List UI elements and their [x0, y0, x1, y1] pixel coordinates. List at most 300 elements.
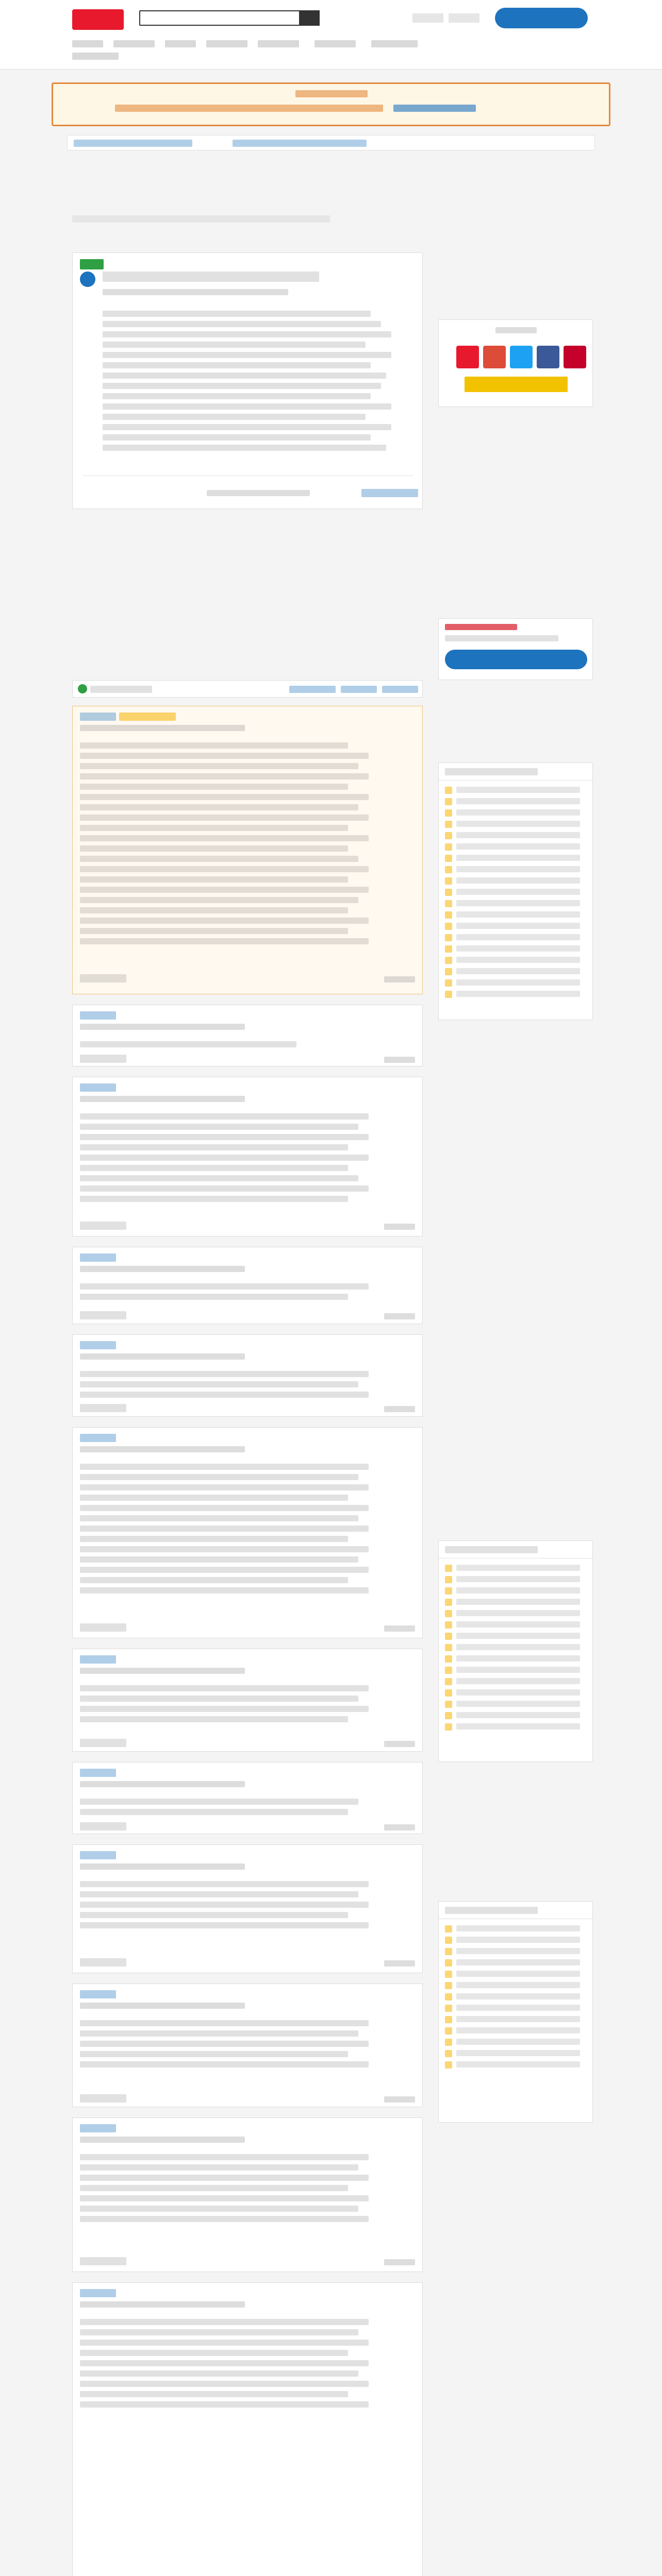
answer-line	[80, 1175, 358, 1181]
answer-line	[80, 835, 369, 841]
login-button[interactable]	[465, 377, 568, 392]
question-title	[103, 272, 319, 282]
rank-number	[445, 2039, 452, 2046]
rank-number	[445, 787, 452, 794]
answer-line	[80, 1505, 369, 1511]
question-body-line	[103, 383, 381, 389]
rank-text	[456, 1655, 580, 1662]
answer-line	[80, 845, 348, 852]
answer-line	[80, 1685, 369, 1691]
ranking-row[interactable]	[445, 1599, 587, 1606]
rank-text	[456, 979, 580, 986]
ranking-row[interactable]	[445, 1948, 587, 1955]
ranking-row[interactable]	[445, 1667, 587, 1674]
answer-line	[80, 2051, 348, 2057]
answer-line	[80, 1515, 358, 1521]
rank-text	[456, 889, 580, 895]
answer-number	[80, 1434, 116, 1442]
rank-text	[456, 798, 580, 804]
good-button[interactable]	[80, 1623, 126, 1632]
rank-text	[456, 991, 580, 997]
promo-link[interactable]	[233, 140, 367, 147]
answer-line	[80, 2154, 369, 2160]
ranking-row[interactable]	[445, 1621, 587, 1629]
rank-text	[456, 1925, 580, 1931]
rank-number	[445, 911, 452, 919]
facebook-icon[interactable]	[537, 346, 559, 368]
answer-line	[80, 1484, 369, 1490]
answer-line	[80, 763, 358, 769]
ranking-title	[445, 768, 538, 775]
answer-line	[80, 2185, 348, 2191]
notice-banner	[52, 82, 610, 126]
ranking-row[interactable]	[445, 1723, 587, 1731]
rank-number	[445, 889, 452, 896]
answer-card	[72, 1334, 423, 1417]
ranking-row[interactable]	[445, 1701, 587, 1708]
rank-number	[445, 877, 452, 885]
answer-line	[80, 742, 348, 749]
rank-number	[445, 1667, 452, 1674]
nav-item[interactable]	[371, 40, 418, 47]
rank-text	[456, 1689, 580, 1696]
breadcrumb[interactable]	[72, 215, 330, 223]
question-meta	[103, 289, 288, 295]
answer-meta	[80, 1096, 245, 1102]
answer-meta	[80, 1863, 245, 1870]
ranking-row[interactable]	[445, 991, 587, 998]
answer-line	[80, 1696, 358, 1702]
answer-line	[80, 2370, 358, 2377]
rank-number	[445, 1993, 452, 2001]
rank-number	[445, 900, 452, 907]
report-link[interactable]	[384, 2096, 415, 2103]
answer-line	[80, 856, 358, 862]
answer-line	[80, 897, 358, 903]
ranking-row[interactable]	[445, 809, 587, 817]
rank-text	[456, 821, 580, 827]
rank-number	[445, 1599, 452, 1606]
rank-text	[456, 1678, 580, 1684]
answer-line	[80, 2401, 369, 2408]
ranking-row[interactable]	[445, 832, 587, 839]
rank-number	[445, 1655, 452, 1663]
logo[interactable]	[72, 9, 124, 30]
rank-number	[445, 2016, 452, 2023]
ranking-row[interactable]	[445, 2016, 587, 2023]
good-button[interactable]	[80, 974, 126, 982]
answer-card	[72, 1984, 423, 2107]
rank-number	[445, 1723, 452, 1731]
ranking-row[interactable]	[445, 968, 587, 975]
answer-line	[80, 1155, 369, 1161]
rank-number	[445, 1633, 452, 1640]
menu-link[interactable]	[449, 13, 479, 23]
rank-number	[445, 991, 452, 998]
answer-line	[80, 1144, 348, 1150]
answer-line	[80, 1294, 348, 1300]
rank-text	[456, 877, 580, 884]
answer-meta	[80, 2003, 245, 2009]
question-body-line	[103, 445, 386, 451]
report-link[interactable]	[384, 1741, 415, 1747]
rank-number	[445, 1925, 452, 1933]
recommend-button[interactable]	[445, 650, 587, 669]
rank-text	[456, 809, 580, 816]
answer-line	[80, 2350, 348, 2356]
rank-text	[456, 1576, 580, 1582]
answer-meta	[80, 1781, 245, 1787]
rank-number	[445, 1621, 452, 1629]
ranking-row[interactable]	[445, 1565, 587, 1572]
ranking-row[interactable]	[445, 1576, 587, 1583]
report-link[interactable]	[384, 1313, 415, 1319]
good-button[interactable]	[80, 2094, 126, 2103]
rank-number	[445, 1982, 452, 1989]
main-nav	[72, 36, 590, 62]
answer-meta	[80, 2301, 245, 2308]
ranking-row[interactable]	[445, 866, 587, 873]
answer-line	[80, 2360, 369, 2366]
rank-number	[445, 2027, 452, 2035]
search-input[interactable]	[139, 10, 304, 26]
answer-card	[72, 1247, 423, 1324]
ranking-row[interactable]	[445, 1937, 587, 1944]
answer-meta	[80, 1446, 245, 1452]
good-button[interactable]	[80, 1055, 126, 1063]
header	[0, 0, 662, 70]
rank-text	[456, 923, 580, 929]
question-body-line	[103, 362, 371, 368]
answer-number	[80, 1990, 116, 1998]
answer-line	[80, 2195, 369, 2201]
rank-text	[456, 832, 580, 838]
answer-line	[80, 2164, 358, 2171]
notice-text	[115, 105, 383, 112]
report-link[interactable]	[384, 1224, 415, 1230]
rank-number	[445, 1565, 452, 1572]
answer-card	[72, 1762, 423, 1834]
sort-link[interactable]	[341, 686, 377, 693]
ranking-row[interactable]	[445, 2027, 587, 2035]
rank-text	[456, 1959, 580, 1965]
rank-text	[456, 1621, 580, 1628]
answer-line	[80, 2381, 369, 2387]
ranking-row[interactable]	[445, 2005, 587, 2012]
ranking-row[interactable]	[445, 1689, 587, 1697]
answer-line	[80, 1556, 358, 1563]
rank-text	[456, 2005, 580, 2011]
rank-text	[456, 1937, 580, 1943]
good-button[interactable]	[80, 2257, 126, 2265]
answer-line	[80, 1495, 348, 1501]
ranking-row[interactable]	[445, 1712, 587, 1719]
answer-number	[80, 1769, 116, 1777]
ranking-row[interactable]	[445, 1610, 587, 1617]
answer-line	[80, 2391, 348, 2397]
ranking-row[interactable]	[445, 979, 587, 987]
answer-card	[72, 1005, 423, 1066]
answer-meta	[80, 725, 245, 731]
good-button[interactable]	[80, 1404, 126, 1412]
answer-line	[80, 907, 348, 913]
question-body-line	[103, 372, 386, 379]
answer-line	[80, 1134, 369, 1140]
answer-line	[80, 815, 369, 821]
ranking-row[interactable]	[445, 2061, 587, 2069]
answer-meta	[80, 1266, 245, 1272]
rank-text	[456, 2039, 580, 2045]
google-icon[interactable]	[483, 346, 506, 368]
ranking-row[interactable]	[445, 923, 587, 930]
nav-item[interactable]	[165, 40, 196, 47]
answer-line	[80, 1881, 369, 1887]
promo-bar	[67, 135, 595, 150]
rank-number	[445, 968, 452, 975]
rank-number	[445, 957, 452, 964]
promo-link[interactable]	[74, 140, 192, 147]
answer-number	[80, 713, 116, 721]
report-link[interactable]	[384, 1625, 415, 1632]
answer-line	[80, 794, 369, 800]
ranking-row[interactable]	[445, 1587, 587, 1595]
report-link[interactable]	[384, 1057, 415, 1063]
answer-line	[80, 773, 369, 779]
ranking-row[interactable]	[445, 1982, 587, 1989]
question-body-line	[103, 434, 371, 440]
answer-line	[80, 1464, 369, 1470]
twitter-icon[interactable]	[510, 346, 533, 368]
question-badge	[80, 259, 104, 269]
report-link[interactable]	[384, 976, 415, 982]
answer-line	[80, 804, 358, 810]
ranking-header	[439, 763, 592, 781]
ranking-row[interactable]	[445, 1993, 587, 2001]
rank-number	[445, 1937, 452, 1944]
ranking-row[interactable]	[445, 1633, 587, 1640]
ranking-row[interactable]	[445, 1678, 587, 1685]
ranking-row[interactable]	[445, 843, 587, 851]
rank-text	[456, 934, 580, 940]
rank-text	[456, 2016, 580, 2022]
nav-item[interactable]	[258, 40, 299, 47]
answer-line	[80, 1546, 369, 1552]
notice-title	[295, 90, 368, 97]
answer-line	[80, 1567, 369, 1573]
rank-number	[445, 1678, 452, 1685]
answer-line	[80, 928, 348, 934]
question-body-line	[103, 342, 366, 348]
rank-text	[456, 1701, 580, 1707]
answer-line	[80, 1124, 358, 1130]
ranking-row[interactable]	[445, 821, 587, 828]
ranking-row[interactable]	[445, 1971, 587, 1978]
rank-number	[445, 2005, 452, 2012]
rank-text	[456, 866, 580, 872]
question-body-line	[103, 331, 391, 337]
question-body-line	[103, 424, 391, 430]
ranking-title	[445, 1546, 538, 1553]
nav-item[interactable]	[72, 40, 103, 47]
recommend-text	[445, 635, 558, 641]
ranking-row[interactable]	[445, 798, 587, 805]
report-link[interactable]	[384, 2259, 415, 2265]
rank-text	[456, 911, 580, 918]
rank-number	[445, 1701, 452, 1708]
rank-text	[456, 855, 580, 861]
ranking-row[interactable]	[445, 855, 587, 862]
ranking-row[interactable]	[445, 1959, 587, 1967]
rank-text	[456, 2027, 580, 2033]
ranking-row[interactable]	[445, 877, 587, 885]
rank-number	[445, 866, 452, 873]
rank-text	[456, 1971, 580, 1977]
rank-number	[445, 809, 452, 817]
rank-text	[456, 1565, 580, 1571]
answer-line	[80, 1536, 348, 1542]
nav-item[interactable]	[206, 40, 247, 47]
docomo-icon[interactable]	[564, 346, 586, 368]
answer-number	[80, 2124, 116, 2132]
answer-number	[80, 2289, 116, 2297]
question-foot	[207, 490, 310, 496]
answer-meta	[80, 1353, 245, 1360]
ranking-row[interactable]	[445, 945, 587, 953]
rank-text	[456, 2061, 580, 2067]
rank-number	[445, 945, 452, 953]
answer-line	[80, 2061, 369, 2067]
report-link[interactable]	[384, 1824, 415, 1831]
answer-line	[80, 2030, 358, 2037]
answer-meta	[80, 1668, 245, 1674]
answer-line	[80, 2216, 369, 2222]
answer-line	[80, 1113, 369, 1120]
sidebar-monthly-ranking	[438, 1901, 593, 2123]
question-body-line	[103, 393, 371, 399]
rank-number	[445, 923, 452, 930]
rank-text	[456, 1599, 580, 1605]
answer-number	[80, 1341, 116, 1349]
yahoo-icon[interactable]	[456, 346, 479, 368]
report-link[interactable]	[384, 1406, 415, 1412]
rank-text	[456, 1712, 580, 1718]
answer-card	[72, 2117, 423, 2272]
rank-text	[456, 945, 580, 952]
rank-number	[445, 979, 452, 987]
rank-number	[445, 1712, 452, 1719]
good-button[interactable]	[80, 1822, 126, 1831]
answer-line	[80, 1371, 369, 1377]
nav-item[interactable]	[315, 40, 356, 47]
answer-line	[80, 1577, 348, 1583]
rank-text	[456, 1948, 580, 1954]
ranking-row[interactable]	[445, 1655, 587, 1663]
answer-line	[80, 887, 369, 893]
sort-link[interactable]	[382, 686, 418, 693]
answer-line	[80, 2329, 358, 2335]
answer-line	[80, 1922, 369, 1928]
answer-line	[80, 2020, 369, 2026]
question-body-line	[103, 414, 366, 420]
answer-number	[80, 1655, 116, 1664]
login-link[interactable]	[412, 13, 443, 23]
ranking-row[interactable]	[445, 1644, 587, 1651]
good-button[interactable]	[80, 1222, 126, 1230]
answer-line	[80, 938, 369, 944]
report-link[interactable]	[384, 1960, 415, 1967]
ad-placeholder	[438, 422, 593, 742]
good-button[interactable]	[80, 1958, 126, 1967]
ranking-row[interactable]	[445, 900, 587, 907]
ranking-row[interactable]	[445, 934, 587, 941]
answer-card	[72, 1649, 423, 1752]
rank-number	[445, 2050, 452, 2057]
sort-link[interactable]	[289, 686, 336, 693]
register-button[interactable]	[495, 8, 588, 28]
nav-item[interactable]	[113, 40, 155, 47]
ranking-row[interactable]	[445, 1925, 587, 1933]
sidebar-login	[438, 319, 593, 407]
answer-line	[80, 2340, 369, 2346]
rank-number	[445, 1948, 452, 1955]
answer-line	[80, 1283, 369, 1290]
ranking-row[interactable]	[445, 787, 587, 794]
nav-item[interactable]	[72, 53, 119, 60]
answer-line	[80, 1912, 348, 1918]
answer-number	[80, 1851, 116, 1859]
ranking-row[interactable]	[445, 957, 587, 964]
answer-number	[80, 1083, 116, 1092]
rank-text	[456, 1667, 580, 1673]
ranking-row[interactable]	[445, 911, 587, 919]
rank-number	[445, 821, 452, 828]
rank-text	[456, 1587, 580, 1594]
ranking-row[interactable]	[445, 2050, 587, 2057]
answer-line	[80, 753, 369, 759]
search-button[interactable]	[299, 10, 320, 26]
answers-title	[90, 686, 152, 693]
question-report-link[interactable]	[361, 489, 418, 497]
ranking-header	[439, 1541, 592, 1558]
answers-header	[72, 680, 423, 698]
recommend-card	[438, 618, 593, 680]
rank-text	[456, 957, 580, 963]
answer-line	[80, 2206, 358, 2212]
answer-card	[72, 1427, 423, 1638]
answer-line	[80, 918, 369, 924]
good-button[interactable]	[80, 1739, 126, 1747]
notice-link[interactable]	[393, 105, 476, 112]
answer-meta	[80, 2137, 245, 2143]
good-button[interactable]	[80, 1311, 126, 1319]
answer-line	[80, 866, 369, 872]
answer-card	[72, 706, 423, 994]
ranking-row[interactable]	[445, 2039, 587, 2046]
ranking-title	[445, 1907, 538, 1914]
rank-text	[456, 1610, 580, 1616]
answer-line	[80, 1891, 358, 1897]
answer-line	[80, 1185, 369, 1192]
rank-text	[456, 900, 580, 906]
rank-number	[445, 798, 452, 805]
ranking-row[interactable]	[445, 889, 587, 896]
answer-line	[80, 876, 348, 883]
answer-card	[72, 1844, 423, 1973]
rank-text	[456, 843, 580, 850]
rank-number	[445, 1959, 452, 1967]
sidebar-ranking	[438, 762, 593, 1020]
rank-number	[445, 2061, 452, 2069]
